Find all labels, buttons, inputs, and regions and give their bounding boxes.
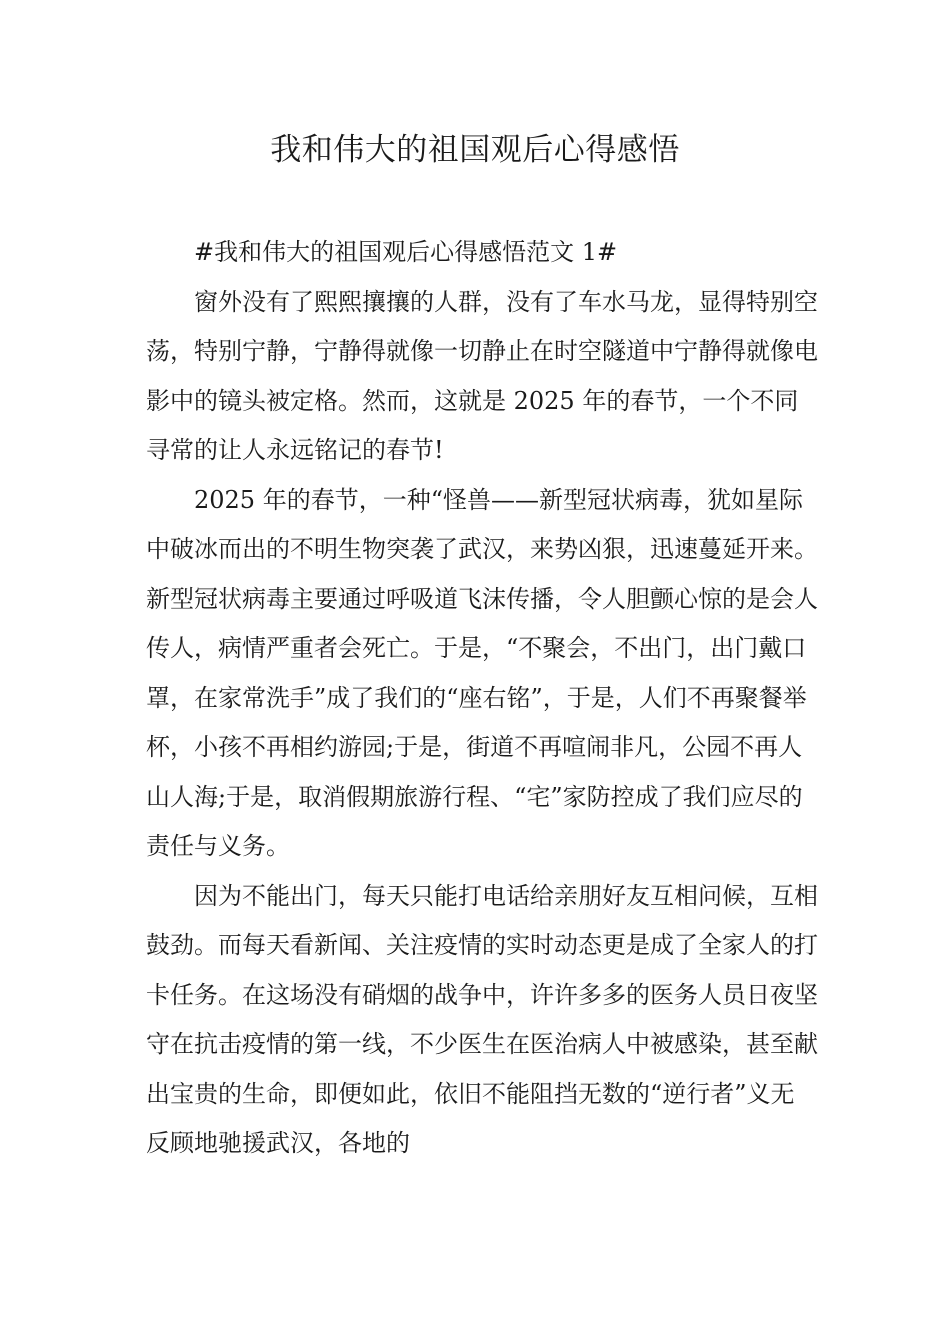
paragraph-2: 2025 年的春节，一种“怪兽——新型冠状病毒，犹如星际中破冰而出的不明生物突袭了武汉，来势凶狠，迅速蔓延开来。新型冠状病毒主要通过呼吸道飞沫传播，令人胆颤心惊的是会人传人，病情严重者会死亡。于是，“不聚会，不出门，出门戴口罩，在家常洗手”成了我们的“座右铭”，于是，人们不再聚餐举杯，小孩不再相约游园;于是，街道不再喧闹非凡，公园不再人山人海;于是，取消假期旅游行程、“宅”家防控成了我们应尽的责任与义务。 — [146, 485, 818, 860]
section-heading: #我和伟大的祖国观后心得感悟范文 1# — [194, 238, 618, 266]
document-body — [146, 228, 818, 1169]
paragraph-1: 窗外没有了熙熙攘攘的人群，没有了车水马龙，显得特别空荡，特别宁静，宁静得就像一切静止在时空隧道中宁静得就像电影中的镜头被定格。然而，这就是 2025 年的春节，一个不同寻常的让人永远铭记的春节! — [146, 287, 818, 464]
document-title: 我和伟大的祖国观后心得感悟 — [270, 132, 680, 168]
paragraph-3: 因为不能出门，每天只能打电话给亲朋好友互相问候，互相鼓劲。而每天看新闻、关注疫情的实时动态更是成了全家人的打卡任务。在这场没有硝烟的战争中，许许多多的医务人员日夜坚守在抗击疫情的第一线，不少医生在医治病人中被感染，甚至献出宝贵的生命，即便如此，依旧不能阻挡无数的“逆行者”义无反顾地驰援武汉，各地的 — [146, 881, 818, 1157]
